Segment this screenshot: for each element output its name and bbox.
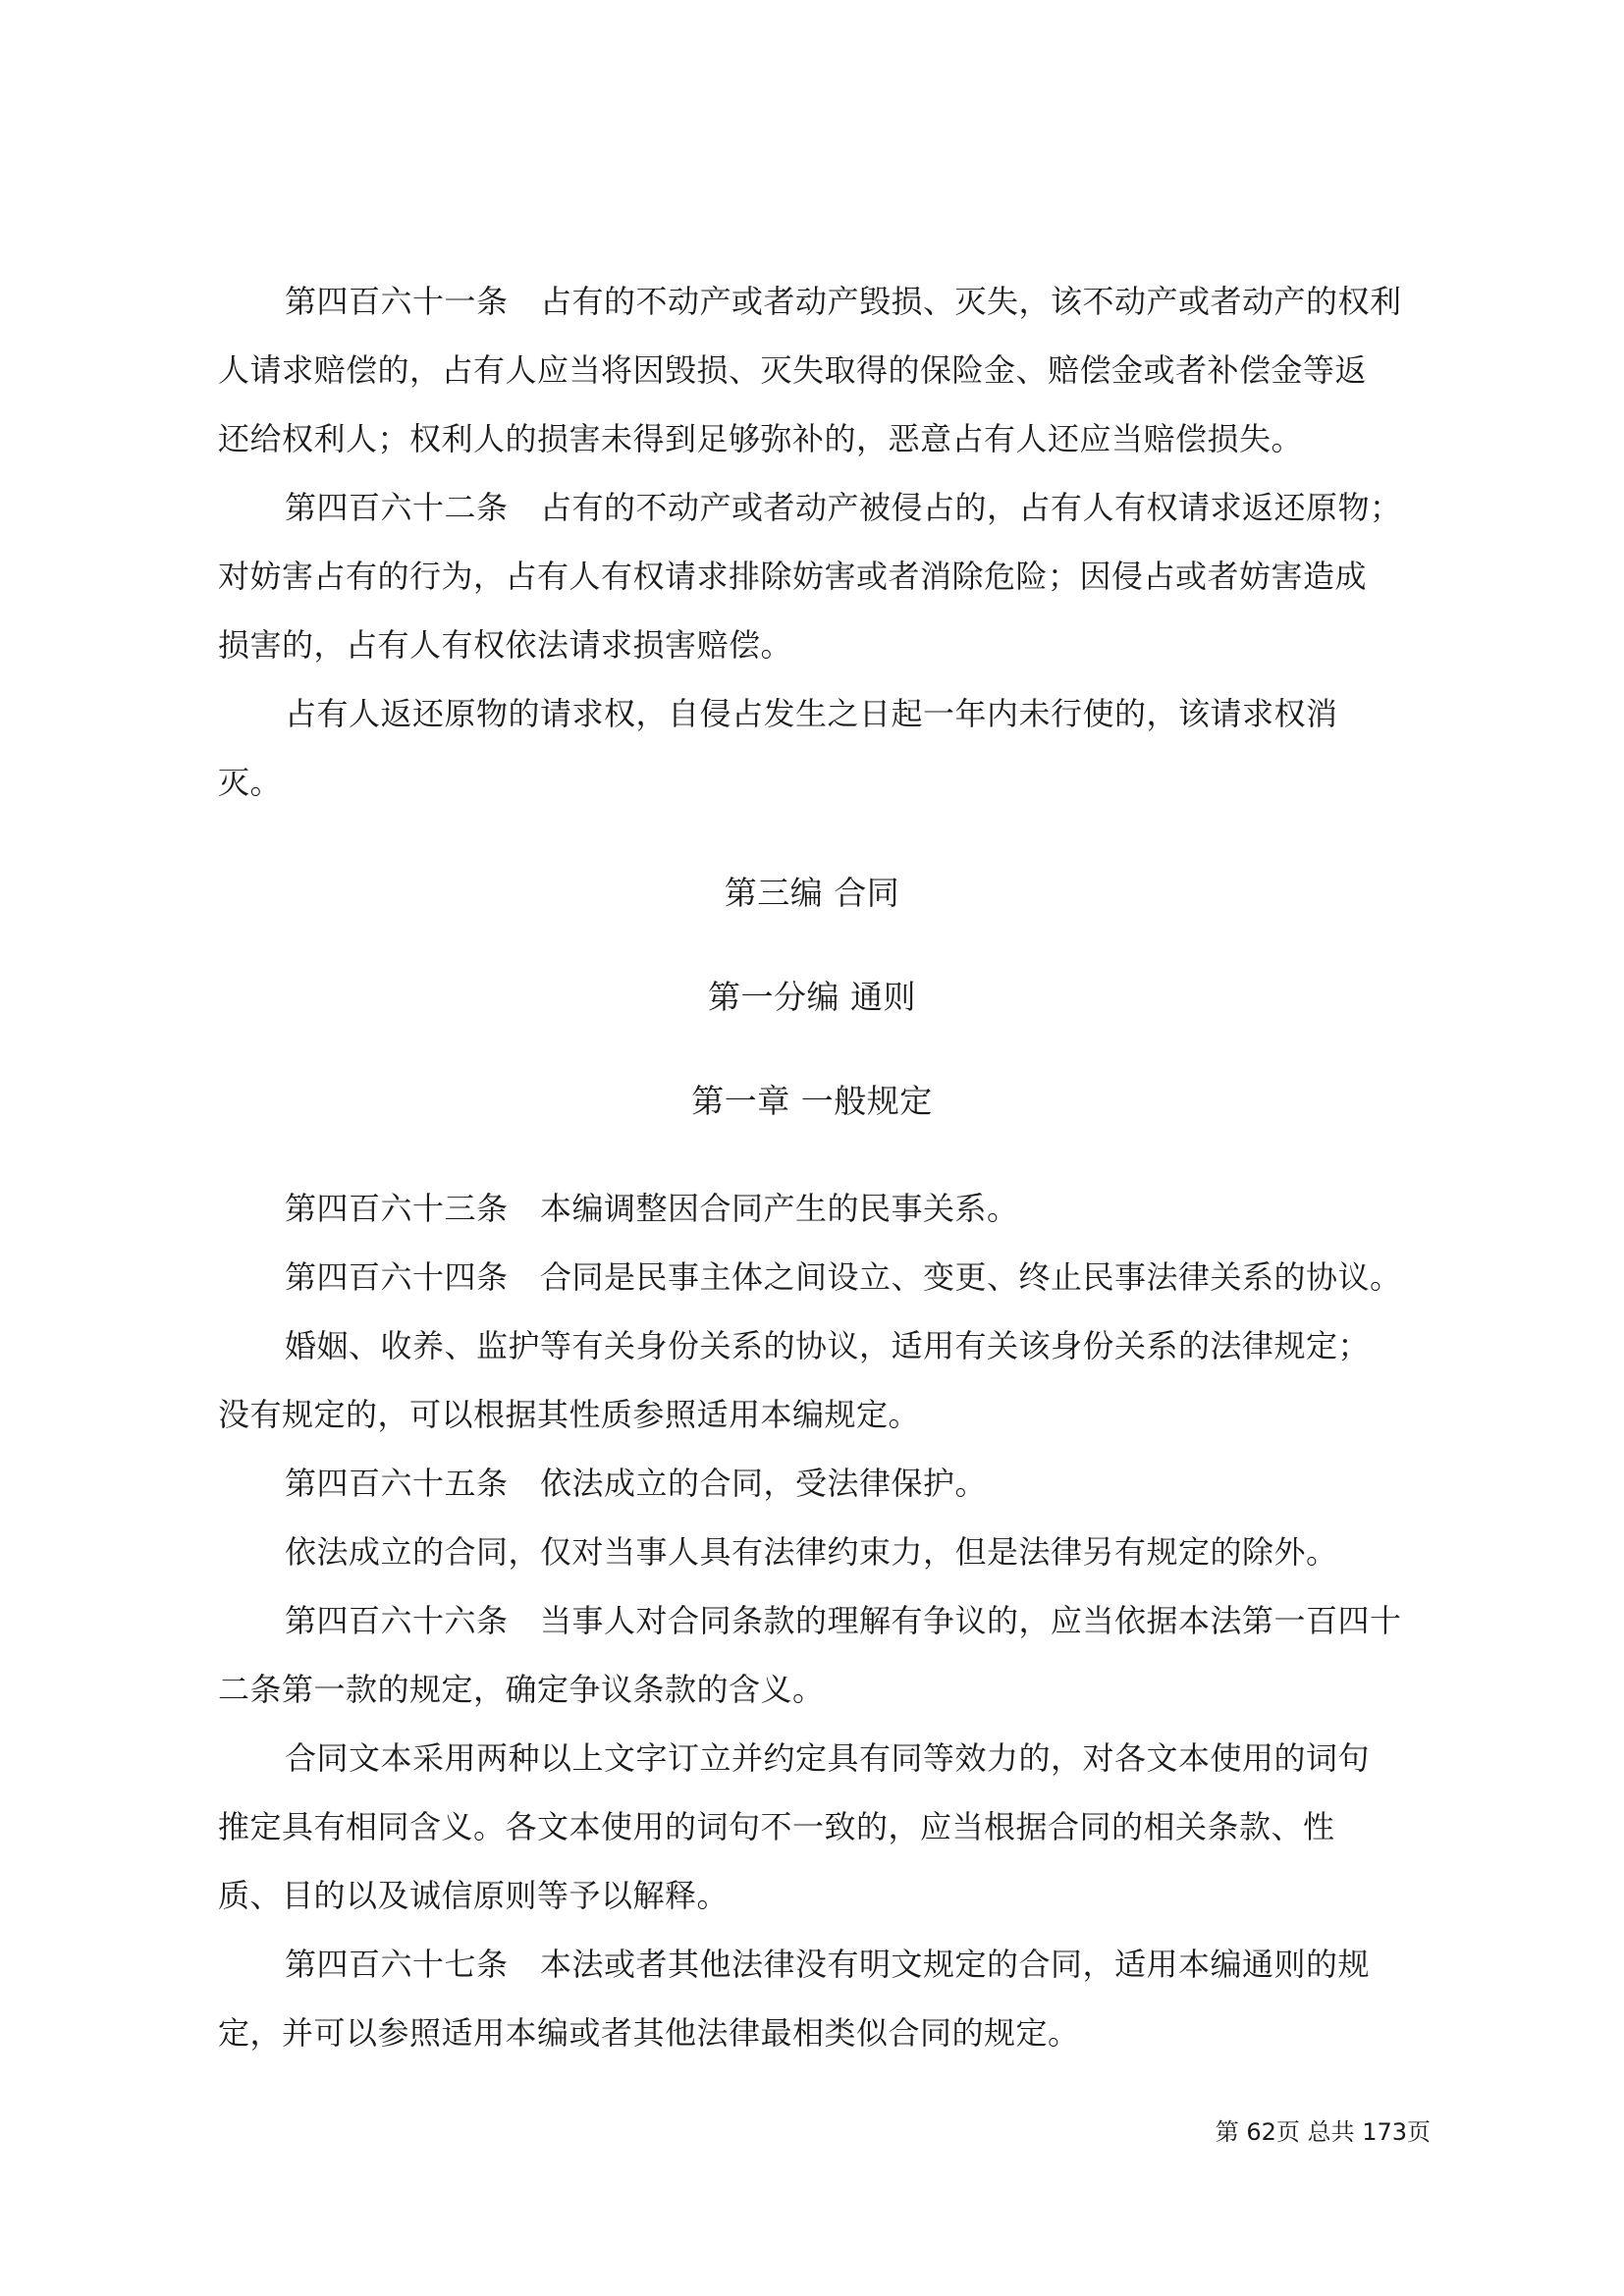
page-number-footer: 第 62页 总共 173页 bbox=[1215, 2118, 1431, 2146]
article-462-para2-line-2: 灭。 bbox=[218, 764, 283, 801]
article-462-line-2: 对妨害占有的行为，占有人有权请求排除妨害或者消除危险；因侵占或者妨害造成 bbox=[218, 558, 1368, 595]
book-heading: 第三编 合同 bbox=[724, 874, 900, 912]
articles-part1 bbox=[218, 267, 1426, 817]
article-461-line-2: 人请求赔偿的，占有人应当将因毁损、灭失取得的保险金、赔偿金或者补偿金等返 bbox=[218, 351, 1368, 389]
chapter-heading: 第一章 一般规定 bbox=[691, 1082, 933, 1120]
article-462-line-1: 第四百六十二条 占有的不动产或者动产被侵占的，占有人有权请求返还原物； bbox=[285, 489, 1402, 526]
article-464-line-1: 第四百六十四条 合同是民事主体之间设立、变更、终止民事法律关系的协议。 bbox=[285, 1258, 1402, 1296]
article-466-para2-line-2: 推定具有相同含义。各文本使用的词句不一致的，应当根据合同的相关条款、性 bbox=[218, 1808, 1335, 1845]
article-461-line-3: 还给权利人；权利人的损害未得到足够弥补的，恶意占有人还应当赔偿损失。 bbox=[218, 420, 1304, 457]
articles-part2 bbox=[218, 1174, 1426, 2067]
article-465-line-1: 第四百六十五条 依法成立的合同，受法律保护。 bbox=[285, 1465, 988, 1502]
article-464-para2-line-1: 婚姻、收养、监护等有关身份关系的协议，适用有关该身份关系的法律规定； bbox=[285, 1327, 1371, 1364]
article-464-para2-line-2: 没有规定的，可以根据其性质参照适用本编规定。 bbox=[218, 1396, 921, 1433]
article-466-line-1: 第四百六十六条 当事人对合同条款的理解有争议的，应当依据本法第一百四十 bbox=[285, 1602, 1402, 1639]
article-462-line-3: 损害的，占有人有权依法请求损害赔偿。 bbox=[218, 626, 793, 664]
article-463-line-1: 第四百六十三条 本编调整因合同产生的民事关系。 bbox=[285, 1190, 1019, 1227]
article-467-line-1: 第四百六十七条 本法或者其他法律没有明文规定的合同，适用本编通则的规 bbox=[285, 1946, 1371, 1983]
article-462-para2-line-1: 占有人返还原物的请求权，自侵占发生之日起一年内未行使的，该请求权消 bbox=[285, 695, 1338, 732]
article-466-line-2: 二条第一款的规定，确定争议条款的含义。 bbox=[218, 1671, 825, 1708]
article-466-para2-line-1: 合同文本采用两种以上文字订立并约定具有同等效力的，对各文本使用的词句 bbox=[285, 1739, 1371, 1777]
article-466-para2-line-3: 质、目的以及诚信原则等予以解释。 bbox=[218, 1877, 730, 1914]
article-465-para2-line-1: 依法成立的合同，仅对当事人具有法律约束力，但是法律另有规定的除外。 bbox=[285, 1533, 1338, 1571]
article-461-line-1: 第四百六十一条 占有的不动产或者动产毁损、灭失，该不动产或者动产的权利 bbox=[285, 283, 1402, 320]
article-467-line-2: 定，并可以参照适用本编或者其他法律最相类似合同的规定。 bbox=[218, 2014, 1080, 2052]
subbook-heading: 第一分编 通则 bbox=[708, 978, 916, 1016]
